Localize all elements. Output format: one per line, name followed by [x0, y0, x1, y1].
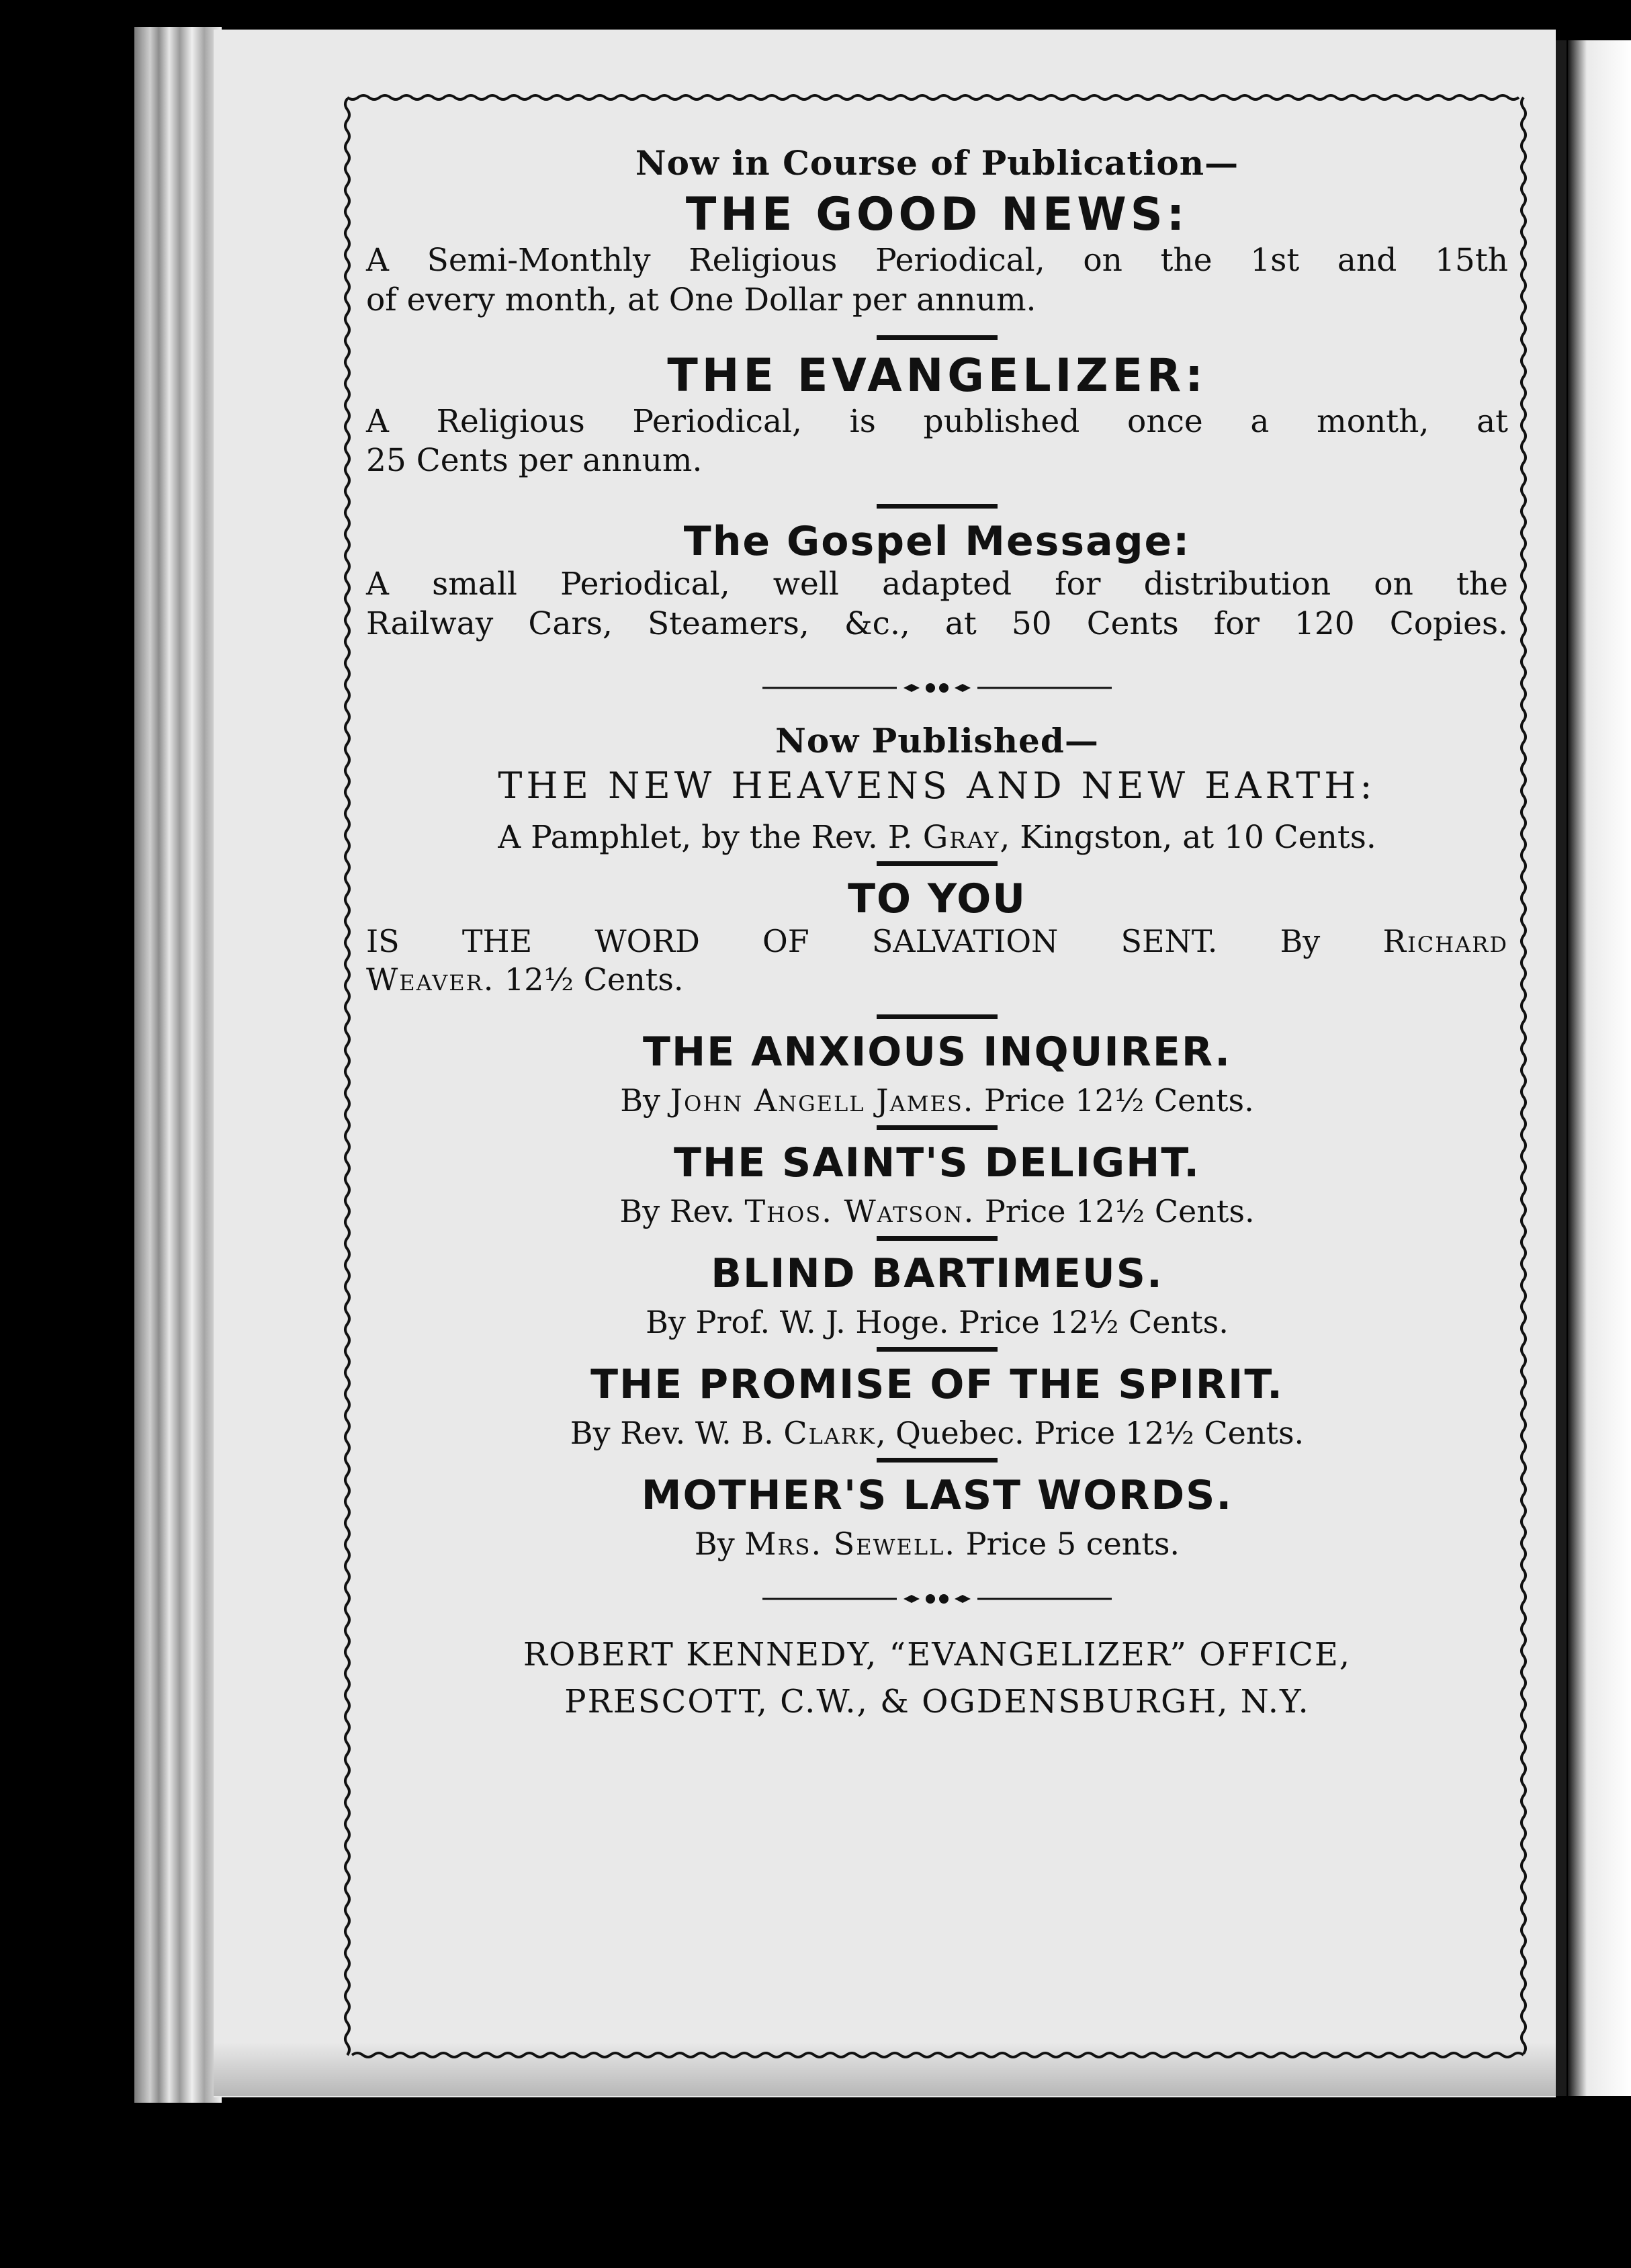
border-wave [1522, 97, 1526, 2054]
title-good-news: THE GOOD NEWS: [685, 188, 1189, 241]
to-you-line2 [366, 961, 1508, 1000]
mothers-last-words-byline [366, 1526, 1508, 1562]
title-blind-bartimeus: BLIND BARTIMEUS. [711, 1250, 1163, 1297]
title-to-you: TO YOU [848, 875, 1026, 922]
page-gutter-shadow [1556, 40, 1567, 2096]
promise-spirit-byline [366, 1415, 1508, 1451]
to-you-author: Richard [1382, 922, 1508, 959]
mothers-last-words-by: By [694, 1525, 745, 1562]
title-gospel-message: The Gospel Message: [683, 518, 1191, 565]
saints-delight-price: Price 12½ Cents. [975, 1192, 1255, 1229]
border-wave [352, 2053, 1524, 2057]
advertisement-content [366, 131, 1508, 1720]
divider-rule [877, 1347, 998, 1352]
new-heavens-author: Gray [922, 818, 1000, 856]
anxious-inquirer-price: Price 12½ Cents. [974, 1082, 1254, 1119]
saints-delight-by: By Rev. [619, 1192, 745, 1229]
divider-rule [877, 504, 998, 509]
good-news-line1: A Semi-Monthly Religious Periodical, on the 1st and 15th [366, 242, 1508, 279]
saints-delight-byline [366, 1193, 1508, 1229]
anxious-inquirer-byline [366, 1082, 1508, 1119]
ornamental-divider [762, 678, 1112, 698]
evangelizer-line2: 25 Cents per annum. [366, 442, 703, 480]
new-heavens-text-a: A Pamphlet, by the Rev. P. [498, 818, 923, 856]
divider-rule [877, 1014, 998, 1019]
divider-rule [877, 335, 998, 340]
page-edges [134, 27, 222, 2103]
evangelizer-line1: A Religious Periodical, is published once a month, at [366, 402, 1508, 440]
divider-rule [877, 1125, 998, 1130]
promise-spirit-by: By Rev. W. B. [570, 1414, 784, 1451]
scan-margin [1568, 40, 1631, 2096]
new-heavens-text-b: , Kingston, at 10 Cents. [1000, 818, 1376, 856]
anxious-inquirer-by: By [620, 1082, 670, 1119]
intro-published: Now Published— [775, 720, 1099, 760]
gospel-message-line2: Railway Cars, Steamers, &c., at 50 Cents for 120 Copies. [366, 605, 1508, 642]
title-mothers-last-words: MOTHER'S LAST WORDS. [641, 1471, 1233, 1519]
to-you-author-cont: Weaver. [366, 961, 495, 998]
intro-publication: Now in Course of Publication— [635, 143, 1239, 183]
mothers-last-words-author: Mrs. Sewell. [744, 1525, 956, 1562]
border-wave [345, 99, 349, 2055]
anxious-inquirer-author: John Angell James. [670, 1082, 975, 1119]
imprint-line1: ROBERT KENNEDY, “EVANGELIZER” OFFICE, [523, 1635, 1352, 1673]
divider-rule [877, 861, 998, 866]
divider-rule [877, 1236, 998, 1241]
title-promise-spirit: THE PROMISE OF THE SPIRIT. [590, 1360, 1284, 1408]
ornamental-divider [762, 1589, 1112, 1609]
promise-spirit-author: Clark [783, 1414, 876, 1451]
to-you-price: 12½ Cents. [494, 961, 684, 998]
good-news-line2: of every month, at One Dollar per annum. [366, 281, 1037, 318]
imprint-line2: PRESCOTT, C.W., & OGDENSBURGH, N.Y. [564, 1682, 1310, 1720]
title-new-heavens: THE NEW HEAVENS AND NEW EARTH: [498, 764, 1376, 807]
to-you-line1 [366, 922, 1508, 961]
gospel-message-line1: A small Periodical, well adapted for distribution on the [366, 566, 1508, 603]
border-wave [347, 95, 1519, 99]
divider-rule [877, 1458, 998, 1463]
promise-spirit-price: , Quebec. Price 12½ Cents. [875, 1414, 1305, 1451]
title-saints-delight: THE SAINT'S DELIGHT. [673, 1139, 1201, 1186]
new-heavens-line [366, 819, 1508, 856]
title-evangelizer: THE EVANGELIZER: [667, 349, 1207, 402]
saints-delight-author: Thos. Watson. [744, 1192, 975, 1229]
mothers-last-words-price: Price 5 cents. [955, 1525, 1180, 1562]
title-anxious-inquirer: THE ANXIOUS INQUIRER. [643, 1028, 1231, 1076]
to-you-text-a: IS THE WORD OF SALVATION SENT. By [366, 922, 1383, 959]
blind-bartimeus-byline: By Prof. W. J. Hoge. Price 12½ Cents. [646, 1303, 1229, 1340]
